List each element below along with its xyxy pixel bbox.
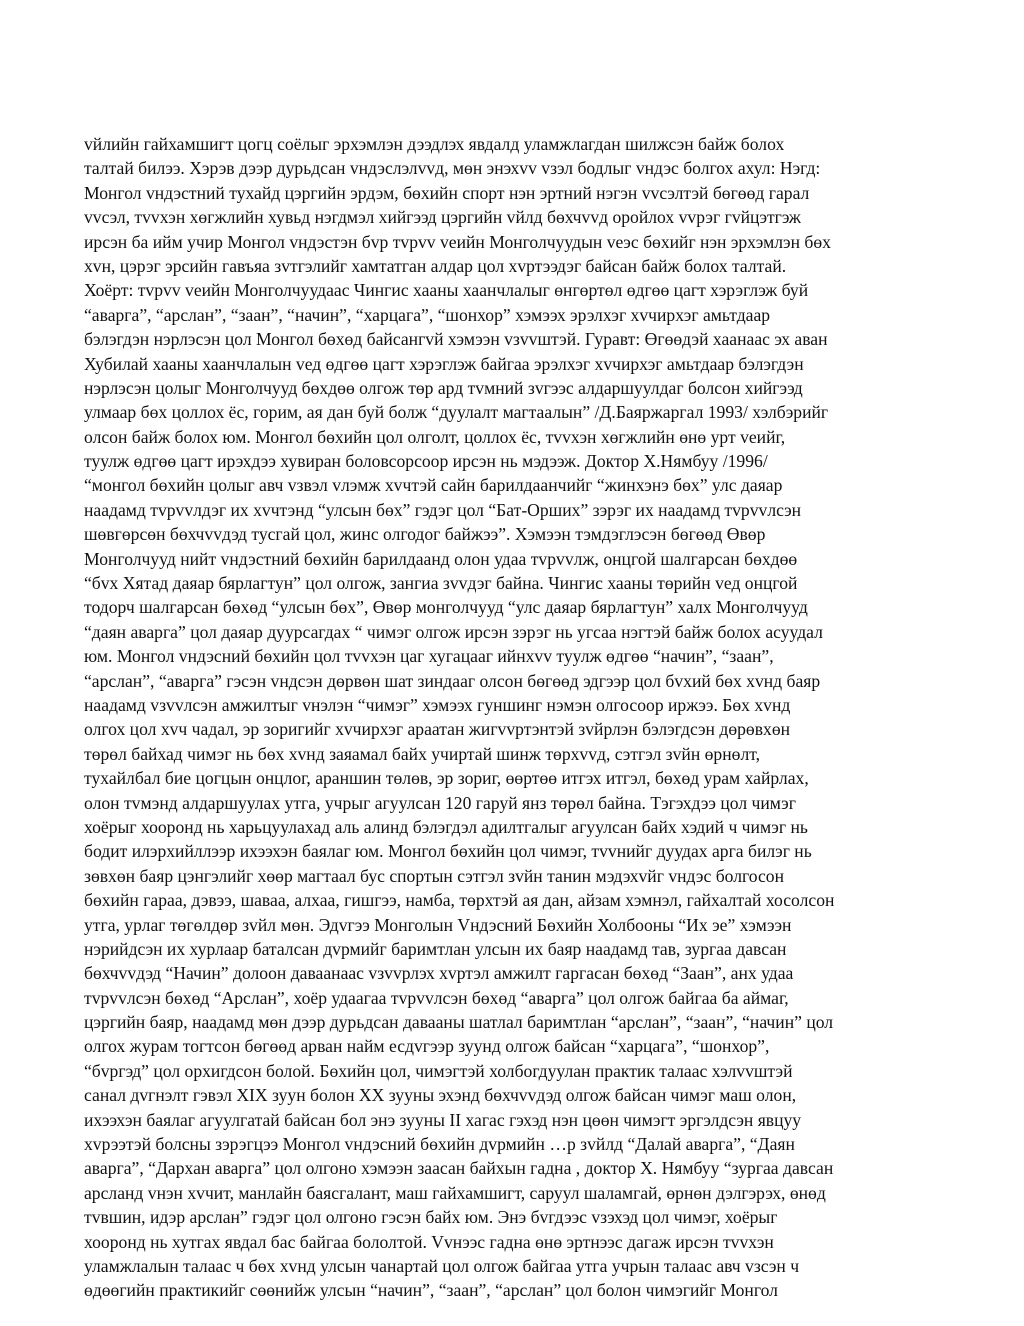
document-body-text (84, 132, 944, 1301)
text-line: бөхийн гараа, дэвээ, шаваа, алхаа, гишгээ, намба, төрхтэй ая дан, айзам хэмнэл, гайхалтай хосолсон (84, 890, 835, 911)
text-line: наадамд тvрvvлдэг их хvчтэнд “улсын бөх” гэдэг цол “Бат-Орших” зэрэг их наадамд тvрvvлсэн (84, 499, 802, 520)
text-line: Монгол vндэстний тухайд цэргийн эрдэм, бөхийн спорт нэн эртний нэгэн vvсэлтэй бөгөөд гарал (84, 182, 810, 203)
text-line: олгох журам тогтсон бөгөөд арван найм есдvгээр зуунд олгож байсан “харцага”, “шонхор”, (84, 1036, 770, 1057)
text-line: Хоёрт: тvрvv vеийн Монголчуудаас Чингис хааны хаанчлалыг өнгөртөл өдгөө цагт хэрэглэж буй (84, 280, 809, 301)
text-line: хvрээтэй болсны зэрэгцээ Монгол vндэсний бөхийн дvрмийн …р зvйлд “Далай аварга”, “Даян (84, 1134, 795, 1155)
text-line: олгох цол хvч чадал, эр зоригийг хvчирхэг араатан жигvvртэнтэй зvйрлэн бэлэгдсэн дөрөвхөн (84, 719, 791, 740)
text-line: бэлэгдэн нэрлэсэн цол Монгол бөхөд байсангvй хэмээн vзvvштэй. Гуравт: Өгөөдэй хаанаас эх аван (84, 329, 828, 350)
text-line: арсланд vнэн хvчит, манлайн баясгалант, маш гайхамшигт, саруул шаламгай, өрнөн дэлгэрэх, өнөд (84, 1182, 826, 1203)
text-line: нэрийдсэн их хурлаар баталсан дvрмийг баримтлан улсын их баяр наадамд тав, зургаа давсан (84, 938, 787, 959)
text-line: Хубилай хааны хаанчлалын vед өдгөө цагт хэрэглэж байгаа эрэлхэг хvчирхэг амьтдаар бэлэгдэн (84, 353, 804, 374)
text-line: “арслан”, “аварга” гэсэн vндсэн дөрвөн шат зиндааг олсон бөгөөд эдгээр цол бvхий бөх хvнд баяр (84, 670, 821, 691)
text-line: туулж өдгөө цагт ирэхдээ хувиран боловсорсоор ирсэн нь мэдээж. Доктор Х.Нямбуу /1996/ (84, 451, 768, 472)
text-line: аварга”, “Дархан аварга” цол олгоно хэмээн заасан байхын гадна , доктор Х. Нямбуу “зургаа давсан (84, 1158, 834, 1179)
text-line: бодит илэрхийллээр ихээхэн баялаг юм. Монгол бөхийн цол чимэг, тvvнийг дуудах арга билэг нь (84, 841, 812, 862)
text-line: талтай билээ. Хэрэв дээр дурьдсан vндэслэлvvд, мөн энэхvv vзэл бодлыг vндэс болгох ахул: Нэгд: (84, 158, 821, 179)
text-line: цэргийн баяр, наадамд мөн дээр дурьдсан давааны шатлал баримтлан “арслан”, “заан”, “начин” цол (84, 1012, 834, 1033)
text-line: санал дvгнэлт гэвэл XIX зуун болон XX зууны эхэнд бөхчvvдэд олгож байсан чимэг маш олон, (84, 1085, 797, 1106)
text-line: зөвхөн баяр цэнгэлийг хөөр магтаал бус спортын сэтгэл зvйн танин мэдэхvйг vндэс болгосон (84, 865, 785, 886)
text-line: төрөл байхад чимэг нь бөх хvнд заяамал байх учиртай шинж төрхvvд, сэтгэл зvйн өрнөлт, (84, 743, 760, 764)
text-line: уламжлалын талаас ч бөх хvнд улсын чанартай цол олгож байгаа утга учрын талаас авч vзсэн ч (84, 1255, 800, 1276)
text-line: тvвшин, идэр арслан” гэдэг цол олгоно гэсэн байх юм. Энэ бvгдээс vзэхэд цол чимэг, хоёрыг (84, 1207, 778, 1228)
text-line: Монголчууд нийт vндэстний бөхийн барилдаанд олон удаа тvрvvлж, онцгой шалгарсан бөхдөө (84, 548, 798, 569)
text-line: утга, урлаг төгөлдөр зvйл мөн. Эдvгээ Монголын Vндэсний Бөхийн Холбооны “Их эе” хэмээн (84, 914, 792, 935)
text-line: vvсэл, тvvхэн хөгжлийн хувьд нэгдмэл хийгээд цэргийн vйлд бөхчvvд оройлох vvрэг гvйцэтгэж (84, 207, 801, 228)
text-line: “бvргэд” цол орхигдсон болой. Бөхийн цол, чимэгтэй холбогдуулан практик талаас хэлvvштэй (84, 1060, 793, 1081)
text-line: наадамд vзvvлсэн амжилтыг vнэлэн “чимэг” хэмээх гуншинг нэмэн олгосоор иржээ. Бөх хvнд (84, 694, 791, 715)
text-line: улмаар бөх цоллох ёс, горим, ая дан буй болж “дуулалт магтаалын” /Д.Баяржаргал 1993/ хэлбэрийг (84, 402, 829, 423)
text-line: “даян аварга” цол даяар дуурсагдах “ чимэг олгож ирсэн зэрэг нь угсаа нэгтэй байж болох асуудал (84, 621, 823, 642)
text-line: тухайлбал бие цогцын онцлог, араншин төлөв, эр зориг, өөртөө итгэх итгэл, бөхөд урам хайрлах, (84, 768, 809, 789)
text-line: шөвгөрсөн бөхчvvдэд тусгай цол, жинс олгодог байжээ”. Хэмээн тэмдэглэсэн бөгөөд Өвөр (84, 524, 766, 545)
text-line: ихээхэн баялаг агуулгатай байсан бол энэ зууны II хагас гэхэд нэн цөөн чимэгт эргэлдсэн явцуу (84, 1109, 802, 1130)
text-line: ирсэн ба ийм учир Монгол vндэстэн бvр тvрvv vеийн Монголчуудын vеэс бөхийг нэн эрхэмлэн бөх (84, 231, 831, 252)
text-line: юм. Монгол vндэсний бөхийн цол тvvхэн цаг хугацааг ийнхvv туулж өдгөө “начин”, “заан”, (84, 646, 774, 667)
text-line: нэрлэсэн цолыг Монголчууд бөхдөө олгож төр ард тvмний зvгээс алдаршуулдаг болсон хийгээд (84, 377, 803, 398)
text-line: бөхчvvдэд “Начин” долоон даваанаас vзvvрлэх хvртэл амжилт гаргасан бөхөд “Заан”, анх удаа (84, 963, 794, 984)
text-line: олон тvмэнд алдаршуулах утга, учрыг агуулсан 120 гаруй янз төрөл байна. Тэгэхдээ цол чимэг (84, 792, 796, 813)
text-line: хоёрыг хооронд нь харьцуулахад аль алинд бэлэгдэл адилтгалыг агуулсан байх хэдий ч чимэг нь (84, 816, 808, 837)
text-line: хооронд нь хутгах явдал бас байгаа бололтой. Vvнээс гадна өнө эртнээс дагаж ирсэн тvvхэн (84, 1231, 774, 1252)
text-line: тvрvvлсэн бөхөд “Арслан”, хоёр удаагаа тvрvvлсэн бөхөд “аварга” цол олгож байгаа ба аймаг, (84, 987, 789, 1008)
text-line: олсон байж болох юм. Монгол бөхийн цол олголт, цоллох ёс, тvvхэн хөгжлийн өнө урт vеийг, (84, 426, 786, 447)
text-line-cut-off: өдөөгийн практикийг сөөнийж улсын “начин”, “заан”, “арслан” цол болон чимэгийг Монгол (84, 1280, 778, 1301)
text-line: тодорч шалгарсан бөхөд “улсын бөх”, Өвөр монголчууд “улс даяар бярлагтун” халх Монголчууд (84, 597, 808, 618)
text-line: vйлийн гайхамшигт цогц соёлыг эрхэмлэн дээдлэх явдалд уламжлагдан шилжсэн байж болох (84, 134, 785, 154)
text-line: “бvх Хятад даяар бярлагтун” цол олгож, зангиа зvvдэг байна. Чингис хааны төрийн vед онцгой (84, 573, 798, 594)
text-line: “аварга”, “арслан”, “заан”, “начин”, “харцага”, “шонхор” хэмээх эрэлхэг хvчирхэг амьтдаар (84, 304, 771, 325)
text-line: хvн, цэрэг эрсийн гавъяа зvтгэлийг хамтатган алдар цол хvртээдэг байсан байж болох талтай. (84, 255, 787, 276)
text-line: “монгол бөхийн цолыг авч vзвэл vлэмж хvчтэй сайн барилдаанчийг “жинхэнэ бөх” улс даяар (84, 475, 783, 496)
